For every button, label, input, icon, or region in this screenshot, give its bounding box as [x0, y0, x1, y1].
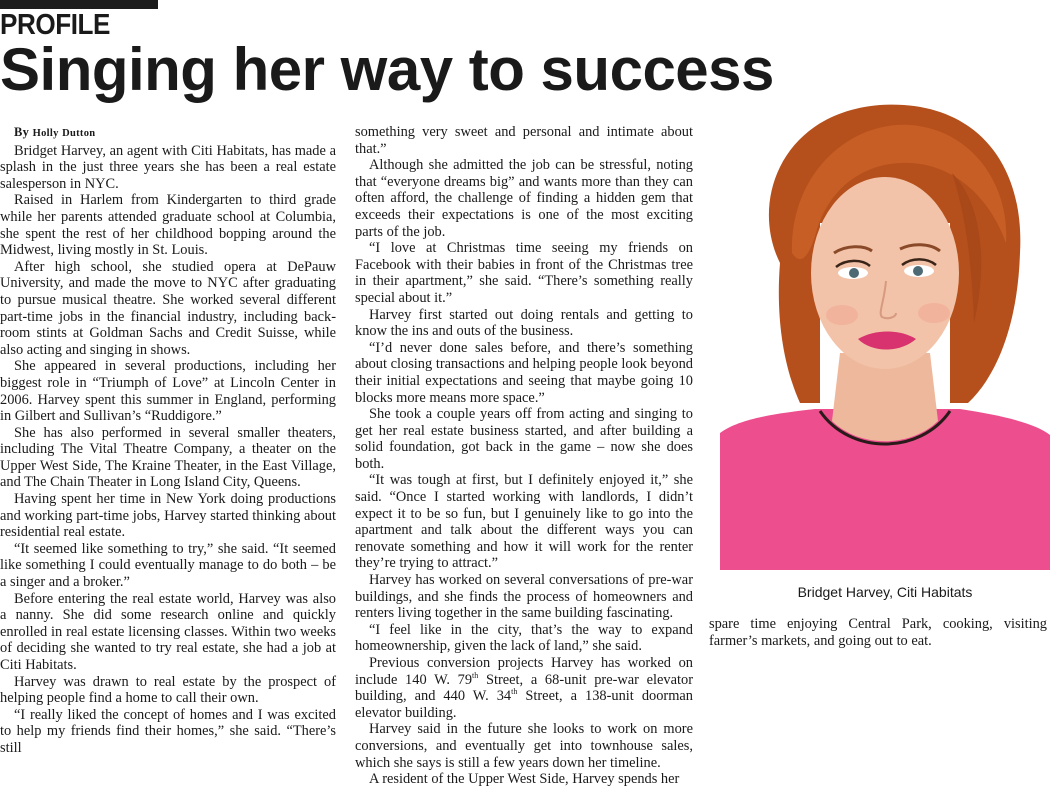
paragraph: Harvey has worked on several conversations of pre-war buildings, and she finds the process of homeowners and renters living together in the same building fascinating.	[355, 572, 693, 622]
paragraph: “I really liked the concept of homes and I was excited to help my friends find their homes,” she said. “There’s still	[0, 706, 336, 756]
paragraph-continued: spare time enjoying Central Park, cooking, visiting farmer’s markets, and going out to eat.	[709, 616, 1047, 649]
conversion-text-2: Street, a 68-unit pre-war elevator building, and 440 W. 34	[355, 671, 693, 705]
section-rule	[0, 0, 158, 9]
paragraph: Bridget Harvey, an agent with Citi Habitats, has made a splash in the just three years she has been a real estate salesperson in NYC.	[0, 142, 336, 192]
article-column-2	[355, 124, 693, 788]
conversion-text-1: Previous conversion projects Harvey has worked on include 140 W. 79	[355, 655, 693, 688]
paragraph: Harvey first started out doing rentals and getting to know the ins and outs of the business.	[355, 306, 693, 340]
paragraph: “I love at Christmas time seeing my friends on Facebook with their babies in front of the Christmas tree in their apartment,” she said. “There’s something really special about it.”	[355, 240, 693, 306]
ordinal-suffix: th	[472, 670, 479, 680]
paragraph: After high school, she studied opera at DePauw University, and made the move to NYC after graduating to pursue musical theatre. She worked several different part-time jobs in the financial industry, including back-room stints at Goldman Sachs and Credit Suisse, while also acting and singing in shows.	[0, 258, 336, 358]
paragraph	[355, 655, 693, 721]
paragraph: Raised in Harlem from Kindergarten to third grade while her parents attended graduate school at Columbia, she spent the rest of her childhood bopping around the Midwest, living mostly in St. Louis.	[0, 192, 336, 259]
paragraph: She has also performed in several smaller theaters, including The Vital Theatre Company, a theater on the Upper West Side, The Kraine Theater, in the East Village, and The Chain Theater in Long Island City, Queens.	[0, 424, 336, 491]
paragraph: “It seemed like something to try,” she said. “It seemed like something I could eventually manage to do both – be a singer and a broker.”	[0, 540, 336, 591]
byline	[0, 124, 336, 143]
paragraph: Having spent her time in New York doing productions and working part-time jobs, Harvey started thinking about residential real estate.	[0, 491, 336, 541]
portrait-photo	[720, 103, 1050, 570]
section-label: PROFILE	[0, 9, 110, 41]
paragraph: She took a couple years off from acting and singing to get her real estate business started, and after building a solid foundation, got back in the game – now she does both.	[355, 406, 693, 472]
byline-prefix: By	[14, 125, 30, 139]
portrait-illustration	[720, 103, 1050, 570]
paragraph-continued: something very sweet and personal and intimate about that.”	[355, 124, 693, 157]
paragraph: Harvey said in the future she looks to work on more conversions, and eventually get into townhouse sales, which she says is still a few years down her timeline.	[355, 721, 693, 771]
paragraph: Although she admitted the job can be stressful, noting that “everyone dreams big” and wants more than they can often afford, the challenge of finding a hidden gem that exceeds their expectations is one of the most exciting parts of the job.	[355, 157, 693, 240]
ordinal-suffix: th	[511, 687, 518, 697]
paragraph: Before entering the real estate world, Harvey was also a nanny. She did some research online and quickly enrolled in real estate licensing classes. Within two weeks of deciding she wanted to try real estate, she had a job at Citi Habitats.	[0, 590, 336, 673]
headline: Singing her way to success	[0, 36, 774, 103]
paragraph: A resident of the Upper West Side, Harvey spends her	[369, 771, 680, 788]
paragraph: “I’d never done sales before, and there’s something about closing transactions and helping people look beyond their initial expectations and seeing that maybe going 10 blocks more means more space.”	[355, 339, 693, 406]
paragraph: “I feel like in the city, that’s the way to expand homeownership, given the lack of land,” she said.	[355, 621, 693, 655]
byline-author-last: Dutton	[62, 128, 96, 139]
paragraph: Harvey was drawn to real estate by the prospect of helping people find a home to call their own.	[0, 673, 336, 707]
paragraph: “It was tough at first, but I definitely enjoyed it,” she said. “Once I started working with landlords, I didn’t expect it to be so fun, but I genuinely like to go into the apartment and talk about the different ways you can renovate something and how it will work for the renter they’re trying to attract.”	[355, 472, 693, 572]
paragraph: She appeared in several productions, including her biggest role in “Triumph of Love” at Lincoln Center in 2006. Harvey spent this summer in England, performing in Gilbert and Sullivan’s “Ruddigore.”	[0, 358, 336, 425]
article-column-1	[0, 124, 336, 757]
article-column-3	[709, 616, 1047, 649]
photo-caption: Bridget Harvey, Citi Habitats	[797, 584, 973, 600]
byline-author-first: Holly	[32, 128, 59, 139]
conversion-text-3: Street, a 138-unit doorman elevator building.	[355, 688, 693, 721]
